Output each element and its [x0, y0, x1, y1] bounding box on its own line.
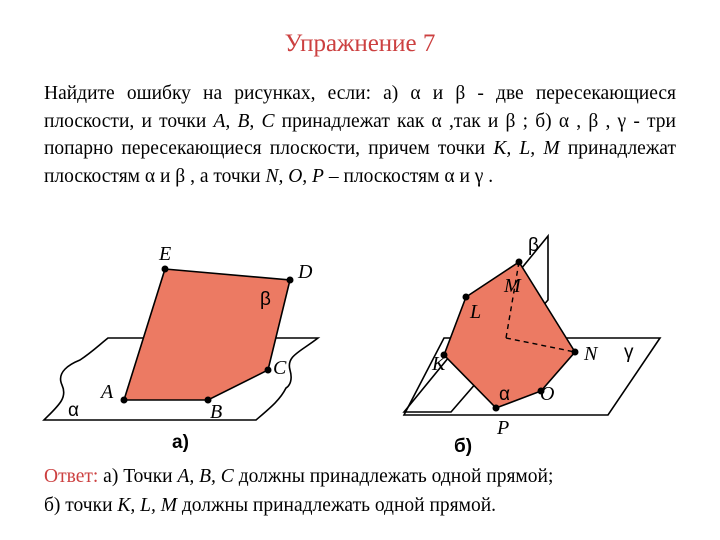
problem-text-1: Найдите ошибку на рисунках, если: а) α и β - две пересекающиеся плоскости, и точки — [44, 83, 676, 132]
point-n — [572, 349, 579, 356]
label-l: L — [470, 301, 482, 323]
figure-a — [44, 243, 318, 453]
figure-b — [404, 235, 660, 457]
label-n: N — [584, 343, 598, 365]
answer-block — [44, 462, 684, 520]
problem-text-3: принадлежат плоскостям α и β , а точки — [44, 138, 676, 187]
answer-label: Ответ: — [44, 466, 99, 487]
label-p: P — [497, 417, 510, 439]
label-m: M — [504, 275, 521, 297]
label-d: D — [298, 261, 313, 283]
problem-text-4: – плоскостям α и γ . — [323, 165, 494, 187]
problem-text-2: принадлежат как α ,так и β ; б) α , β , γ - три попарно пересекающиеся плоскости, причем точки — [44, 110, 676, 159]
point-e — [162, 266, 169, 273]
answer-line-b — [44, 491, 684, 520]
problem-points-abc: A, B, C — [213, 110, 275, 132]
caption-b: б) — [454, 436, 473, 457]
figures — [0, 228, 720, 468]
exercise-title: Упражнение 7 — [284, 30, 436, 57]
label-e: E — [159, 243, 172, 265]
label-beta-a: β — [260, 289, 271, 310]
label-gamma-b: γ — [624, 342, 634, 363]
point-p — [493, 405, 500, 412]
label-beta-b: β — [528, 235, 539, 256]
label-alpha-a: α — [68, 400, 79, 421]
label-k: K — [432, 353, 446, 375]
point-c — [265, 367, 272, 374]
caption-a: а) — [172, 432, 189, 453]
answer-a-text-1: а) Точки — [98, 466, 178, 487]
label-b: B — [210, 401, 223, 423]
label-c: C — [273, 357, 287, 379]
problem-points-nop: N, O, P — [265, 165, 324, 187]
answer-a-text-2: должны принадлежать одной прямой; — [233, 466, 554, 487]
problem-points-klm: K, L, M — [493, 138, 560, 159]
label-alpha-b: α — [499, 384, 510, 405]
answer-a-points: A, B, C — [177, 466, 234, 487]
problem-statement — [44, 80, 676, 190]
point-a — [121, 397, 128, 404]
point-d — [287, 277, 294, 284]
answer-b-text-2: должны принадлежать одной прямой. — [177, 495, 497, 516]
answer-b-text-1: б) точки — [44, 495, 118, 516]
answer-line-a — [44, 462, 684, 491]
point-m — [516, 259, 523, 266]
label-a: A — [101, 381, 114, 403]
answer-b-points: K, L, M — [117, 495, 178, 516]
label-o: O — [540, 383, 555, 405]
point-l — [463, 294, 470, 301]
